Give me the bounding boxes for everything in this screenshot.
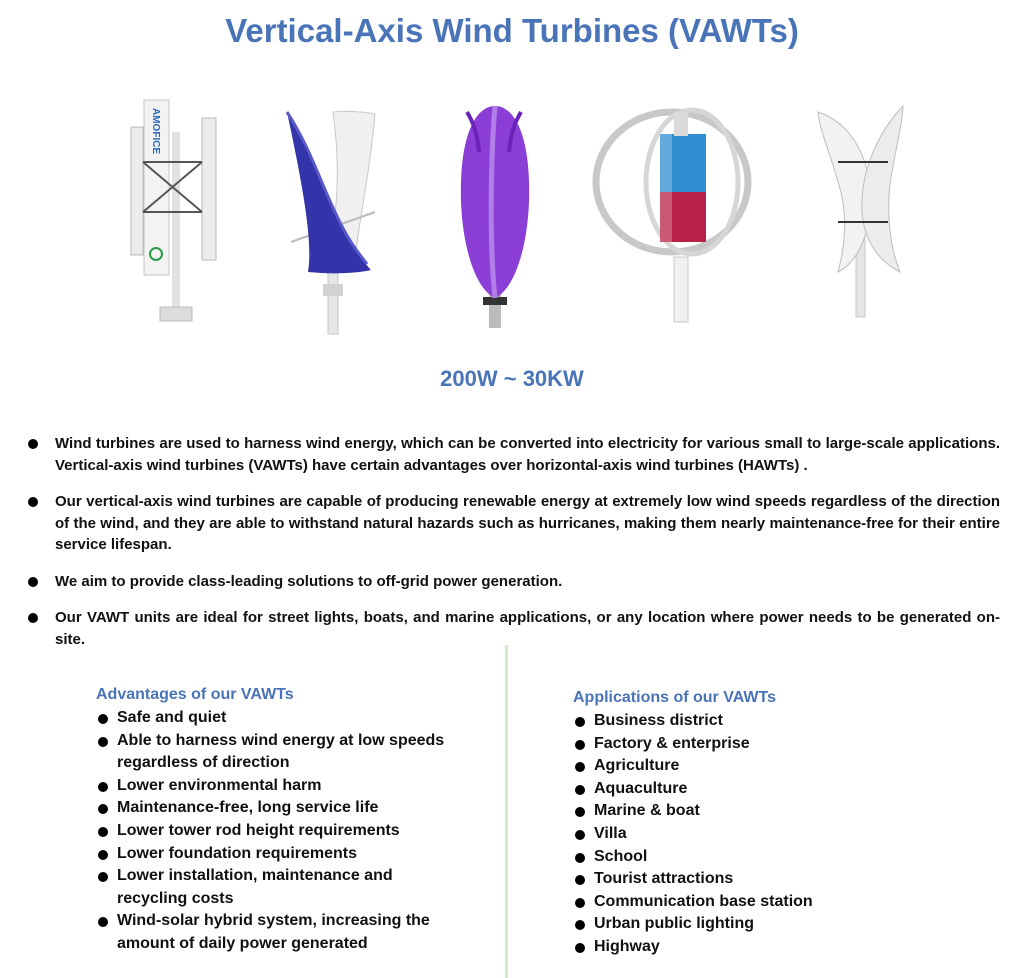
advantages-section [96, 686, 456, 956]
applications-section [573, 689, 933, 959]
applications-list [573, 710, 933, 959]
brand-logo-text: AMOFICE [150, 108, 161, 155]
turbine-image-white-helical [808, 92, 918, 322]
list-item: Lower environmental harm [96, 775, 456, 798]
list-item: Our VAWT units are ideal for street lights, boats, and marine applications, or any location where power needs to be generated on-site. [28, 607, 1000, 650]
list-item: Tourist attractions [573, 868, 933, 891]
turbine-image-twisted-blue [283, 92, 383, 337]
advantages-list [96, 707, 456, 956]
list-item: Factory & enterprise [573, 733, 933, 756]
applications-heading: Applications of our VAWTs [573, 689, 776, 706]
list-item: Our vertical-axis wind turbines are capable of producing renewable energy at extremely low wind speeds regardless of the direction of the wind, and they are able to withstand natural hazards such as hurricanes, making them nearly maintenance-free for their entire service lifespan. [28, 491, 1000, 556]
list-item: Aquaculture [573, 778, 933, 801]
list-item: Communication base station [573, 891, 933, 914]
list-item: Maintenance-free, long service life [96, 797, 456, 820]
list-item: School [573, 846, 933, 869]
list-item: Able to harness wind energy at low speeds regardless of direction [96, 730, 456, 775]
page-title: Vertical-Axis Wind Turbines (VAWTs) [225, 12, 799, 49]
list-item: Wind-solar hybrid system, increasing the amount of daily power generated [96, 910, 456, 955]
list-item: Villa [573, 823, 933, 846]
turbine-image-h-type [120, 92, 230, 332]
list-item: Highway [573, 936, 933, 959]
list-item: Lower tower rod height requirements [96, 820, 456, 843]
turbine-image-purple-tulip [455, 92, 535, 332]
turbine-image-ring-column [592, 92, 752, 327]
column-divider [505, 645, 508, 978]
list-item: Business district [573, 710, 933, 733]
advantages-heading: Advantages of our VAWTs [96, 686, 294, 703]
list-item: Wind turbines are used to harness wind energy, which can be converted into electricity for various small to large-scale applications. Vertical-axis wind turbines (VAWTs) have certain advantages over horizontal-axis wind turbines (HAWTs) . [28, 433, 1000, 476]
list-item: We aim to provide class-leading solutions to off-grid power generation. [28, 571, 1000, 593]
list-item: Lower installation, maintenance and recycling costs [96, 865, 456, 910]
list-item: Marine & boat [573, 800, 933, 823]
list-item: Safe and quiet [96, 707, 456, 730]
turbine-image-row [0, 92, 1024, 337]
power-range: 200W ~ 30KW [440, 366, 584, 391]
list-item: Urban public lighting [573, 913, 933, 936]
intro-bullet-list [28, 433, 1000, 665]
list-item: Lower foundation requirements [96, 843, 456, 866]
list-item: Agriculture [573, 755, 933, 778]
